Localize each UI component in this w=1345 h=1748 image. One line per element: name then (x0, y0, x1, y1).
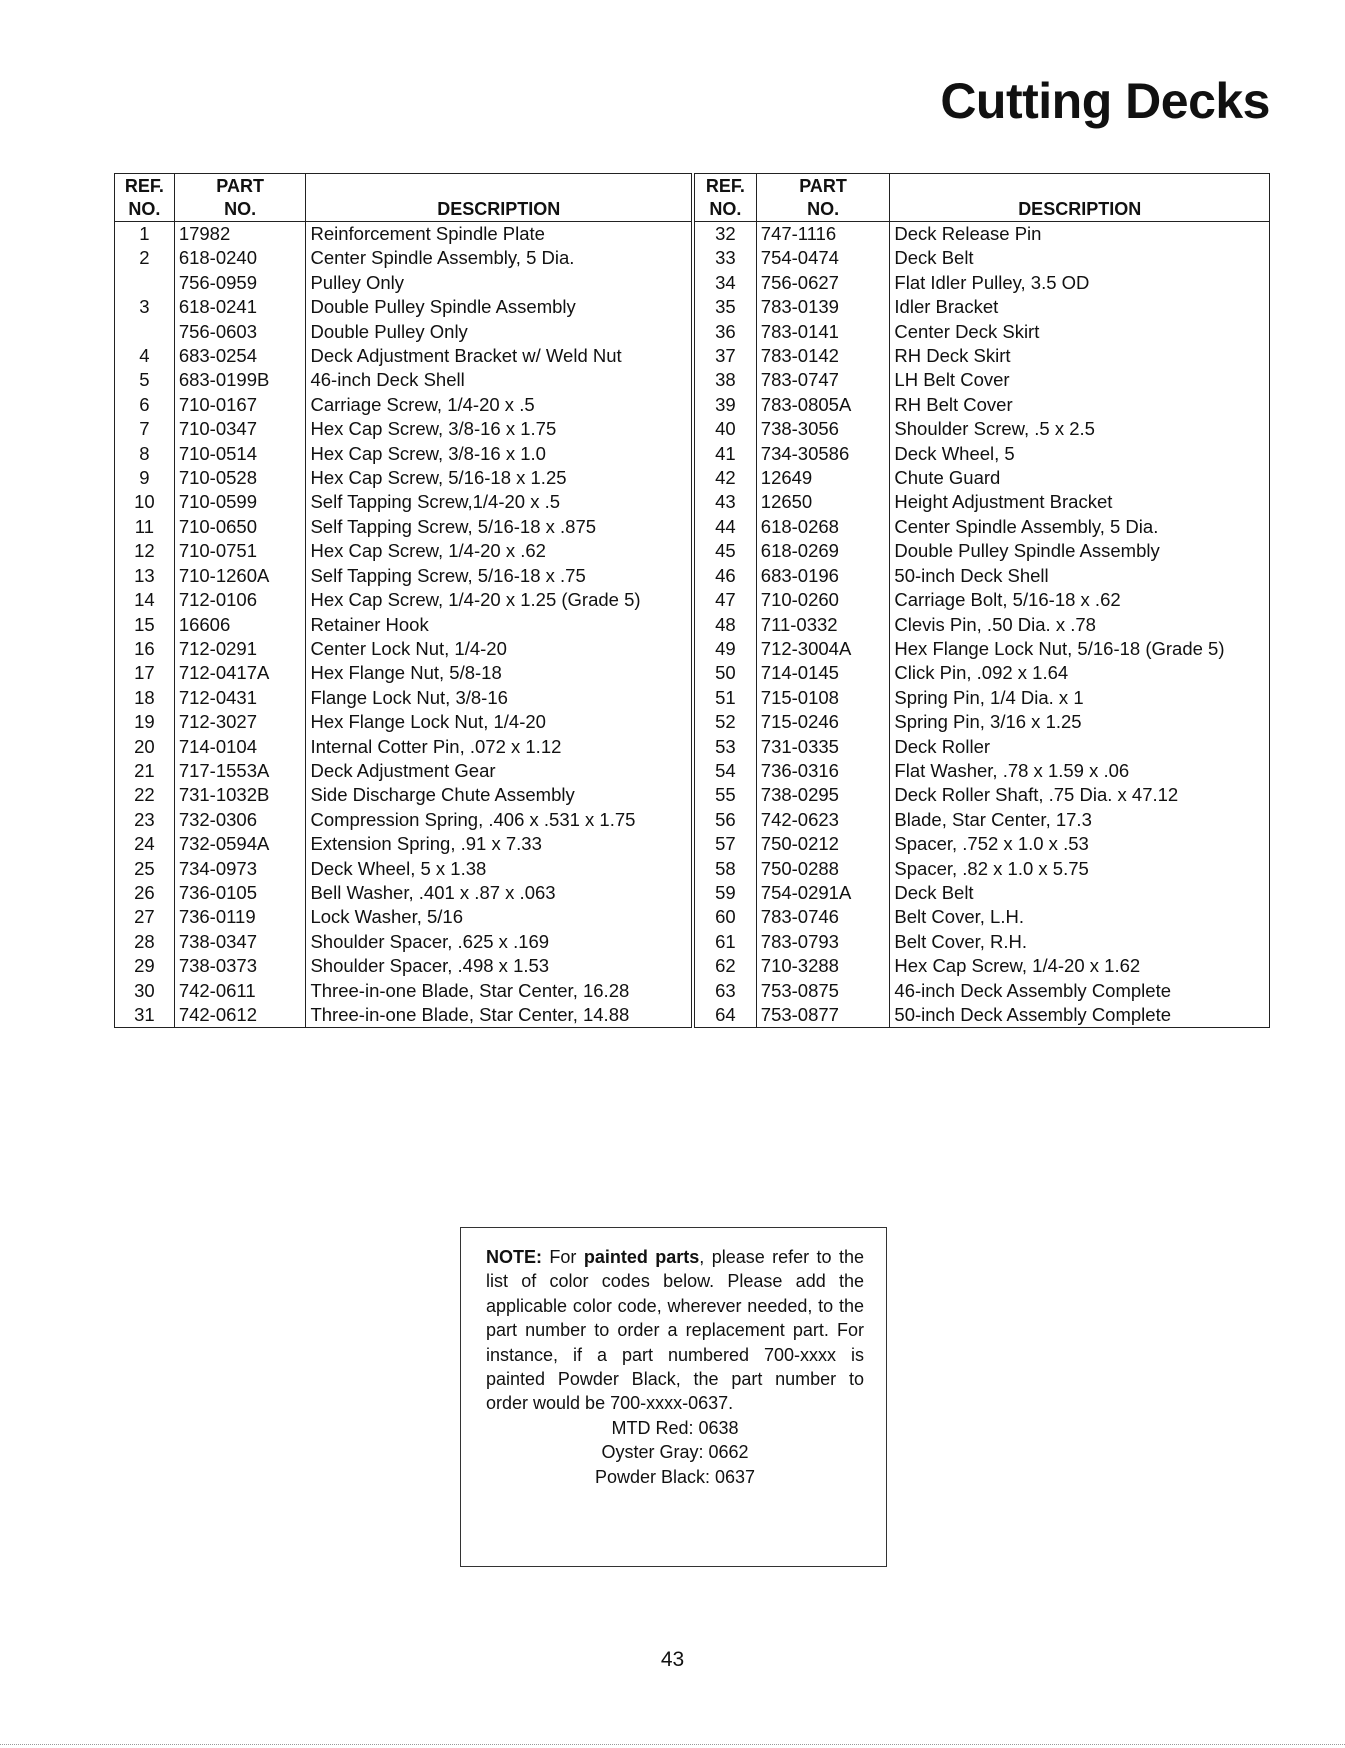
table-row (115, 368, 692, 392)
ref-cell: 20 (115, 735, 175, 759)
table-row (115, 710, 692, 734)
description-cell: Chute Guard (894, 467, 1001, 489)
description-cell: Deck Wheel, 5 x 1.38 (310, 857, 487, 879)
description-cell: Shoulder Spacer, .625 x .169 (310, 930, 550, 952)
description-cell: Carriage Screw, 1/4-20 x .5 (310, 393, 535, 415)
part-number-cell: 732-0594A (174, 832, 306, 856)
table-row (695, 539, 1270, 563)
part-number-cell: 714-0104 (174, 735, 306, 759)
description-cell: Self Tapping Screw, 5/16-18 x .875 (310, 515, 597, 537)
ref-cell: 10 (115, 490, 175, 514)
part-number-cell: 710-0650 (174, 515, 306, 539)
table-row (115, 1003, 692, 1028)
desc-header: DESCRIPTION (1018, 199, 1142, 219)
part-number-cell: 756-0603 (174, 320, 306, 344)
ref-cell: 42 (695, 466, 757, 490)
table-row (695, 246, 1270, 270)
part-number-cell: 683-0196 (756, 564, 890, 588)
ref-cell: 17 (115, 661, 175, 685)
ref-cell: 23 (115, 808, 175, 832)
ref-cell: 12 (115, 539, 175, 563)
part-number-cell: 783-0793 (756, 930, 890, 954)
part-number-cell: 754-0291A (756, 881, 890, 905)
part-number-cell: 783-0746 (756, 905, 890, 929)
description-cell: Compression Spring, .406 x .531 x 1.75 (310, 808, 636, 830)
table-row (115, 271, 692, 295)
desc-header-top (890, 174, 1270, 199)
ref-cell (115, 320, 175, 344)
ref-cell: 55 (695, 783, 757, 807)
ref-cell: 38 (695, 368, 757, 392)
ref-cell: 19 (115, 710, 175, 734)
description-cell: Shoulder Spacer, .498 x 1.53 (310, 955, 550, 977)
description-cell: Flange Lock Nut, 3/8-16 (310, 686, 508, 708)
part-number-cell: 715-0108 (756, 686, 890, 710)
description-cell: Lock Washer, 5/16 (310, 906, 464, 928)
table-row (115, 417, 692, 441)
part-number-cell: 717-1553A (174, 759, 306, 783)
table-row (695, 222, 1270, 247)
part-header-bottom: NO. (174, 198, 306, 222)
table-row (695, 637, 1270, 661)
part-number-cell: 712-0106 (174, 588, 306, 612)
description-cell: Extension Spring, .91 x 7.33 (310, 833, 542, 855)
description-cell: Self Tapping Screw, 5/16-18 x .75 (310, 564, 586, 586)
description-cell: 50-inch Deck Shell (894, 564, 1049, 586)
part-number-cell: 736-0316 (756, 759, 890, 783)
table-row (115, 515, 692, 539)
part-number-cell: 714-0145 (756, 661, 890, 685)
description-cell: Hex Cap Screw, 3/8-16 x 1.75 (310, 418, 557, 440)
description-cell: 46-inch Deck Assembly Complete (894, 979, 1171, 1001)
table-row (695, 735, 1270, 759)
table-row (695, 295, 1270, 319)
table-row (695, 808, 1270, 832)
part-number-cell: 753-0877 (756, 1003, 890, 1028)
part-number-cell: 738-0347 (174, 930, 306, 954)
table-body (695, 222, 1270, 1028)
page-number: 43 (660, 1648, 685, 1671)
table-row (115, 832, 692, 856)
table-row (695, 710, 1270, 734)
part-header-bottom: NO. (756, 198, 890, 222)
description-cell: Spring Pin, 1/4 Dia. x 1 (894, 686, 1084, 708)
parts-table-left (114, 173, 692, 1028)
part-number-cell: 710-0260 (756, 588, 890, 612)
ref-header-top: REF. (695, 174, 757, 199)
table-row (695, 393, 1270, 417)
table-row (695, 271, 1270, 295)
description-cell: Deck Adjustment Bracket w/ Weld Nut (310, 345, 622, 367)
part-number-cell: 618-0269 (756, 539, 890, 563)
part-number-cell: 731-0335 (756, 735, 890, 759)
part-number-cell: 750-0212 (756, 832, 890, 856)
desc-header-top (306, 174, 692, 199)
ref-cell: 51 (695, 686, 757, 710)
part-number-cell: 712-3004A (756, 637, 890, 661)
ref-header-bottom: NO. (115, 198, 175, 222)
description-cell: Deck Adjustment Gear (310, 759, 496, 781)
ref-cell: 6 (115, 393, 175, 417)
description-cell: Center Spindle Assembly, 5 Dia. (310, 247, 575, 269)
table-row (695, 857, 1270, 881)
description-cell: Carriage Bolt, 5/16-18 x .62 (894, 589, 1121, 611)
part-number-cell: 710-0514 (174, 442, 306, 466)
color-code-item: Oyster Gray: 0662 (601, 1442, 749, 1463)
description-cell: Pulley Only (310, 271, 405, 293)
part-number-cell: 756-0959 (174, 271, 306, 295)
table-row (695, 954, 1270, 978)
description-cell: Deck Roller (894, 735, 991, 757)
part-number-cell: 710-0599 (174, 490, 306, 514)
part-number-cell: 738-0295 (756, 783, 890, 807)
table-row (695, 613, 1270, 637)
ref-cell: 18 (115, 686, 175, 710)
table-row (115, 490, 692, 514)
color-code-item: Powder Black: 0637 (594, 1466, 756, 1487)
part-number-cell: 712-0417A (174, 661, 306, 685)
part-number-cell: 618-0240 (174, 246, 306, 270)
ref-cell: 52 (695, 710, 757, 734)
table-row (695, 344, 1270, 368)
ref-cell: 25 (115, 857, 175, 881)
table-row (695, 417, 1270, 441)
description-cell: LH Belt Cover (894, 369, 1010, 391)
description-cell: Center Spindle Assembly, 5 Dia. (894, 515, 1159, 537)
painted-parts-note (460, 1227, 887, 1567)
description-cell: Hex Cap Screw, 3/8-16 x 1.0 (310, 442, 546, 464)
table-row (695, 490, 1270, 514)
table-row (115, 783, 692, 807)
part-number-cell: 12650 (756, 490, 890, 514)
description-cell: RH Belt Cover (894, 393, 1013, 415)
ref-cell: 59 (695, 881, 757, 905)
part-number-cell: 710-0751 (174, 539, 306, 563)
part-number-cell: 738-0373 (174, 954, 306, 978)
ref-cell: 14 (115, 588, 175, 612)
description-cell: Hex Cap Screw, 1/4-20 x 1.25 (Grade 5) (310, 589, 641, 611)
ref-cell: 46 (695, 564, 757, 588)
table-row (695, 759, 1270, 783)
ref-cell: 40 (695, 417, 757, 441)
part-number-cell: 754-0474 (756, 246, 890, 270)
table-body (115, 222, 692, 1028)
description-cell: Hex Cap Screw, 1/4-20 x 1.62 (894, 955, 1141, 977)
table-row (115, 881, 692, 905)
part-number-cell: 742-0623 (756, 808, 890, 832)
description-cell: Double Pulley Only (310, 320, 468, 342)
ref-cell: 29 (115, 954, 175, 978)
description-cell: Flat Washer, .78 x 1.59 x .06 (894, 759, 1130, 781)
table-row (695, 466, 1270, 490)
table-row (695, 661, 1270, 685)
ref-cell: 2 (115, 246, 175, 270)
color-code-item: MTD Red: 0638 (611, 1417, 739, 1438)
color-code-list (486, 1416, 864, 1489)
note-intro: For (549, 1247, 577, 1267)
table-header (115, 174, 692, 222)
description-cell: Bell Washer, .401 x .87 x .063 (310, 881, 556, 903)
description-cell: Hex Flange Lock Nut, 5/16-18 (Grade 5) (894, 637, 1225, 659)
part-number-cell: 732-0306 (174, 808, 306, 832)
description-cell: Hex Cap Screw, 5/16-18 x 1.25 (310, 467, 567, 489)
ref-cell: 60 (695, 905, 757, 929)
note-label: NOTE: (486, 1247, 542, 1267)
ref-cell: 50 (695, 661, 757, 685)
ref-cell: 62 (695, 954, 757, 978)
description-cell: Retainer Hook (310, 613, 429, 635)
ref-cell: 11 (115, 515, 175, 539)
ref-cell: 63 (695, 979, 757, 1003)
part-number-cell: 747-1116 (756, 222, 890, 247)
part-number-cell: 742-0611 (174, 979, 306, 1003)
part-number-cell: 742-0612 (174, 1003, 306, 1028)
description-cell: Double Pulley Spindle Assembly (894, 540, 1160, 562)
table-row (695, 783, 1270, 807)
desc-header: DESCRIPTION (437, 199, 561, 219)
table-row (695, 1003, 1270, 1028)
table-row (115, 588, 692, 612)
table-row (115, 954, 692, 978)
ref-cell: 32 (695, 222, 757, 247)
part-header-top: PART (756, 174, 890, 199)
ref-cell: 28 (115, 930, 175, 954)
description-cell: Spacer, .82 x 1.0 x 5.75 (894, 857, 1089, 879)
description-cell: 46-inch Deck Shell (310, 369, 465, 391)
ref-cell: 54 (695, 759, 757, 783)
ref-cell: 34 (695, 271, 757, 295)
description-cell: Shoulder Screw, .5 x 2.5 (894, 418, 1095, 440)
ref-cell: 21 (115, 759, 175, 783)
description-cell: Blade, Star Center, 17.3 (894, 808, 1092, 830)
table-row (115, 661, 692, 685)
part-number-cell: 711-0332 (756, 613, 890, 637)
ref-cell: 41 (695, 442, 757, 466)
table-row (115, 637, 692, 661)
description-cell: Deck Wheel, 5 (894, 442, 1015, 464)
ref-cell: 8 (115, 442, 175, 466)
table-row (115, 905, 692, 929)
ref-cell: 53 (695, 735, 757, 759)
ref-cell: 37 (695, 344, 757, 368)
page-bottom-rule (0, 1744, 1345, 1746)
description-cell: Hex Flange Nut, 5/8-18 (310, 662, 502, 684)
part-number-cell: 17982 (174, 222, 306, 247)
table-row (115, 735, 692, 759)
part-number-cell: 715-0246 (756, 710, 890, 734)
part-number-cell: 16606 (174, 613, 306, 637)
ref-cell: 13 (115, 564, 175, 588)
table-row (115, 686, 692, 710)
part-number-cell: 734-30586 (756, 442, 890, 466)
note-text (486, 1245, 864, 1416)
part-number-cell: 753-0875 (756, 979, 890, 1003)
description-cell: Three-in-one Blade, Star Center, 16.28 (310, 979, 630, 1001)
part-number-cell: 712-0291 (174, 637, 306, 661)
description-cell: Internal Cotter Pin, .072 x 1.12 (310, 735, 562, 757)
ref-cell: 48 (695, 613, 757, 637)
description-cell: Deck Belt (894, 881, 974, 903)
part-number-cell: 756-0627 (756, 271, 890, 295)
description-cell: Side Discharge Chute Assembly (310, 784, 575, 806)
table-row (115, 564, 692, 588)
part-header-top: PART (174, 174, 306, 199)
description-cell: 50-inch Deck Assembly Complete (894, 1004, 1171, 1025)
ref-cell: 1 (115, 222, 175, 247)
ref-cell: 24 (115, 832, 175, 856)
ref-cell: 64 (695, 1003, 757, 1028)
description-cell: Deck Release Pin (894, 223, 1042, 244)
table-row (695, 881, 1270, 905)
table-row (115, 979, 692, 1003)
part-number-cell: 12649 (756, 466, 890, 490)
part-number-cell: 783-0805A (756, 393, 890, 417)
table-row (695, 442, 1270, 466)
description-cell: Deck Belt (894, 247, 974, 269)
table-row (115, 393, 692, 417)
description-cell: Height Adjustment Bracket (894, 491, 1113, 513)
table-row (695, 832, 1270, 856)
description-cell: Three-in-one Blade, Star Center, 14.88 (310, 1004, 630, 1025)
part-number-cell: 712-3027 (174, 710, 306, 734)
ref-cell: 26 (115, 881, 175, 905)
part-number-cell: 710-0528 (174, 466, 306, 490)
ref-cell: 22 (115, 783, 175, 807)
ref-cell: 4 (115, 344, 175, 368)
description-cell: Spring Pin, 3/16 x 1.25 (894, 711, 1082, 733)
description-cell: Deck Roller Shaft, .75 Dia. x 47.12 (894, 784, 1179, 806)
ref-cell: 43 (695, 490, 757, 514)
description-cell: Center Deck Skirt (894, 320, 1040, 342)
description-cell: Reinforcement Spindle Plate (310, 223, 545, 244)
ref-cell: 31 (115, 1003, 175, 1028)
table-row (115, 857, 692, 881)
ref-cell: 44 (695, 515, 757, 539)
ref-cell: 16 (115, 637, 175, 661)
ref-cell: 47 (695, 588, 757, 612)
ref-cell: 58 (695, 857, 757, 881)
table-row (115, 320, 692, 344)
table-row (695, 686, 1270, 710)
part-number-cell: 710-1260A (174, 564, 306, 588)
table-row (695, 905, 1270, 929)
ref-cell: 35 (695, 295, 757, 319)
part-number-cell: 736-0119 (174, 905, 306, 929)
description-cell: Spacer, .752 x 1.0 x .53 (894, 833, 1089, 855)
note-bold-phrase: painted parts (583, 1247, 700, 1267)
ref-header-bottom: NO. (695, 198, 757, 222)
description-cell: RH Deck Skirt (894, 345, 1011, 367)
table-row (115, 222, 692, 247)
page-title: Cutting Decks (940, 73, 1270, 129)
table-row (115, 930, 692, 954)
description-cell: Idler Bracket (894, 296, 999, 318)
description-cell: Belt Cover, R.H. (894, 930, 1028, 952)
part-number-cell: 731-1032B (174, 783, 306, 807)
ref-header-top: REF. (115, 174, 175, 199)
part-number-cell: 783-0142 (756, 344, 890, 368)
ref-cell: 33 (695, 246, 757, 270)
part-number-cell: 618-0241 (174, 295, 306, 319)
table-row (695, 515, 1270, 539)
table-row (115, 759, 692, 783)
part-number-cell: 710-3288 (756, 954, 890, 978)
ref-cell: 7 (115, 417, 175, 441)
ref-cell: 15 (115, 613, 175, 637)
part-number-cell: 734-0973 (174, 857, 306, 881)
ref-cell: 39 (695, 393, 757, 417)
description-cell: Flat Idler Pulley, 3.5 OD (894, 271, 1090, 293)
table-header (695, 174, 1270, 222)
part-number-cell: 783-0747 (756, 368, 890, 392)
part-number-cell: 783-0139 (756, 295, 890, 319)
part-number-cell: 738-3056 (756, 417, 890, 441)
ref-cell: 36 (695, 320, 757, 344)
ref-cell: 45 (695, 539, 757, 563)
ref-cell: 49 (695, 637, 757, 661)
table-row (115, 246, 692, 270)
part-number-cell: 783-0141 (756, 320, 890, 344)
table-row (115, 808, 692, 832)
ref-cell: 30 (115, 979, 175, 1003)
table-row (695, 564, 1270, 588)
part-number-cell: 710-0167 (174, 393, 306, 417)
table-row (115, 442, 692, 466)
ref-cell: 9 (115, 466, 175, 490)
table-row (695, 320, 1270, 344)
table-row (115, 344, 692, 368)
description-cell: Center Lock Nut, 1/4-20 (310, 637, 507, 659)
table-row (695, 979, 1270, 1003)
table-row (695, 368, 1270, 392)
description-cell: Self Tapping Screw,1/4-20 x .5 (310, 491, 561, 513)
ref-cell: 5 (115, 368, 175, 392)
table-row (115, 295, 692, 319)
description-cell: Double Pulley Spindle Assembly (310, 296, 576, 318)
part-number-cell: 683-0199B (174, 368, 306, 392)
table-row (115, 466, 692, 490)
note-body: , please refer to the list of color codes below. Please add the applicable color code, wherever needed, to the part number to order a replacement part. For instance, if a part numbered 700-xxxx is painted Powder Black, the part number to order would be 700-xxxx-0637. (486, 1247, 864, 1414)
ref-cell (115, 271, 175, 295)
description-cell: Belt Cover, L.H. (894, 906, 1024, 928)
parts-table-right (694, 173, 1270, 1028)
description-cell: Hex Flange Lock Nut, 1/4-20 (310, 711, 546, 733)
part-number-cell: 710-0347 (174, 417, 306, 441)
table-row (115, 539, 692, 563)
description-cell: Hex Cap Screw, 1/4-20 x .62 (310, 540, 546, 562)
table-row (695, 588, 1270, 612)
description-cell: Click Pin, .092 x 1.64 (894, 662, 1069, 684)
ref-cell: 57 (695, 832, 757, 856)
table-row (115, 613, 692, 637)
part-number-cell: 618-0268 (756, 515, 890, 539)
description-cell: Clevis Pin, .50 Dia. x .78 (894, 613, 1096, 635)
ref-cell: 3 (115, 295, 175, 319)
part-number-cell: 736-0105 (174, 881, 306, 905)
part-number-cell: 712-0431 (174, 686, 306, 710)
part-number-cell: 750-0288 (756, 857, 890, 881)
ref-cell: 61 (695, 930, 757, 954)
part-number-cell: 683-0254 (174, 344, 306, 368)
table-row (695, 930, 1270, 954)
ref-cell: 27 (115, 905, 175, 929)
ref-cell: 56 (695, 808, 757, 832)
